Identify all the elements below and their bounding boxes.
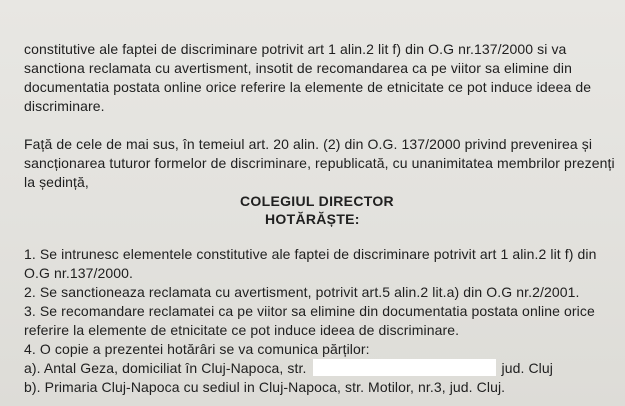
paragraph2-line: Față de cele de mai sus, în temeiul art. 20 alin. (2) din O.G. 137/2000 privind prevenirea și: [24, 136, 593, 152]
decision-line: 4. O copie a prezentei hotărâri se va comunica părților:: [24, 341, 370, 357]
decision-line: O.G nr.137/2000.: [24, 265, 134, 281]
party-a-suffix: jud. Cluj: [501, 360, 553, 376]
paragraph1-line: discriminare.: [24, 98, 105, 114]
paragraph2-line: la ședință,: [24, 174, 89, 190]
decision-line: 1. Se intrunesc elementele constitutive ale faptei de discriminare potrivit art 1 alin.2 lit f) din: [24, 246, 597, 262]
party-b-line: b). Primaria Cluj-Napoca cu sediul in Cluj-Napoca, str. Motilor, nr.3, jud. Cluj.: [24, 379, 506, 395]
redaction-box: [313, 359, 496, 376]
decision-heading: HOTĂRĂȘTE:: [265, 211, 360, 227]
decision-line: 2. Se sanctioneaza reclamata cu avertisment, potrivit art.5 alin.2 lit.a) din O.G nr.2/2001.: [24, 284, 580, 300]
paragraph2-line: sancționarea tuturor formelor de discriminare, republicată, cu unanimitatea membrilor prezenți: [24, 155, 615, 171]
paragraph1-line: documentatia postata online orice referire la elemente de etnicitate ce pot induce ideea de: [24, 79, 592, 95]
board-heading: COLEGIUL DIRECTOR: [240, 193, 394, 209]
paragraph1-line: constitutive ale faptei de discriminare potrivit art 1 alin.2 lit f) din O.G nr.137/2000 si va: [24, 41, 567, 57]
party-a-line: [24, 359, 553, 378]
party-a-prefix: a). Antal Geza, domiciliat în Cluj-Napoca, str.: [24, 360, 307, 376]
decision-line: 3. Se recomandare reclamatei ca pe viitor sa elimine din documentatia postata online orice: [24, 303, 595, 319]
decision-line: referire la elemente de etnicitate ce pot induce ideea de discriminare.: [24, 322, 460, 338]
paragraph1-line: sanctiona reclamata cu avertisment, insotit de recomandarea ca pe viitor sa elimine din: [24, 60, 572, 76]
